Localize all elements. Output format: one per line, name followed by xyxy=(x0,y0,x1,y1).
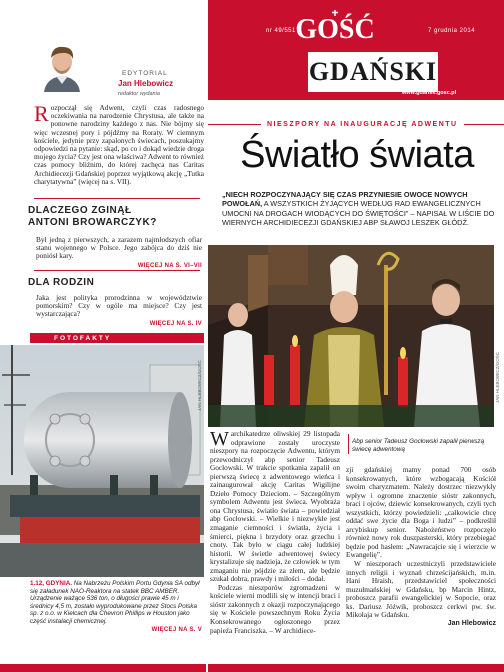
fotofakty-caption xyxy=(30,580,202,634)
article-dropcap: W xyxy=(210,428,229,450)
fotofakty-photo-credit: JAN HLEBOWICZ/GOŚĆ xyxy=(197,360,202,412)
lead-text: A WSZYSTKICH ŻYJĄCYCH WEDŁUG RAD EWANGELICZNYCH UMOCNI NA DROGACH WIODĄCYCH DO ŚWIĘTOŚCI” – NAPISAŁ W LIŚCIE DO WIERNYCH ARCHIDIECEZJI GDAŃSKIEJ ABP SŁAWOJ LESZEK GŁÓDŹ. xyxy=(222,199,495,227)
gosc-logo xyxy=(295,10,375,46)
article-kicker: NIESZPORY NA INAUGURACJĘ ADWENTU xyxy=(261,121,464,128)
article-column-2 xyxy=(346,466,496,628)
editorial-kicker: EDYTORIAL xyxy=(122,70,168,77)
fotofakty-more-link[interactable]: WIĘCEJ NA S. V xyxy=(151,626,202,633)
issue-date: 7 grudnia 2014 xyxy=(428,28,476,34)
editorial-role: redaktor wydania xyxy=(118,91,160,97)
left-column xyxy=(0,0,206,672)
article-headline: Światło świata xyxy=(240,134,474,176)
nieszpory-photo xyxy=(208,245,494,427)
fotofakty-caption-text: Na Nabrzeżu Polskim Portu Gdynia SA odbył się załadunek NAO-Reaktora na statek BBC AMBER. Urządzenie ważące 536 ton, o długości prawie 45 m i średnicy 4,5 m, zostało wyprodukowane przez Stocs Polska sp. z o.o. w Kielcach dla Chevron Phillips w Houston jako część instalacji chemicznej. xyxy=(30,580,200,625)
section1-title-line1: DLACZEGO ZGINĄŁ xyxy=(28,205,132,216)
section1-text xyxy=(36,236,202,270)
section1-title xyxy=(28,205,157,229)
editorial-body: ozpoczął się Adwent, czyli czas radosnego oczekiwania na narodzenie Chrystusa, ale także na ponowne narodziny każdego z nas. Nie bójmy się więc wczesnej pory i pójdźmy na Roraty. W ciemnym kościele, jedynie przy zapalonych świecach, poszukajmy odpowiedzi na pytanie: skąd, po co i dokąd wiedzie droga mojego życia? Czy jest ona właściwa? Adwent to również czas pomocy bliźnim, do której zachęca nas Caritas Archidiecezji Gdańskiej poprzez wyjątkową akcję „Tutka charytatywna” (więcej na s. VII). xyxy=(34,103,204,186)
section2-text xyxy=(36,294,202,328)
author-portrait xyxy=(40,42,84,92)
article-col1-text: archikatedrze oliwskiej 29 listopada odprawione zostały uroczyste nieszpory na rozpoczęcie Adwentu, którym przewodniczył abp senior Tadeusz Gocłowski. W trakcie spotkania zapalił on pierwszą świecę z adwentowego wieńca i zainaugurował akcję Caritas Wigilijne Dzieło Pomocy Dzieciom. – Szczególnym symbolem Adwentu jest świeca. Wyobraża ona Chrystusa, światło świata – powiedział abp Gocłowski. – Wielkie i niezwykłe jest zmaganie ciemności i światła, życia i śmierci, piękna i brzydoty oraz grzechu i cnoty. Tak było w ciągu całej ludzkiej historii. W świetle adwentowej świecy krystalizuje się nadzieja, że człowiek w tym zmaganiu nie pójdzie za złem, ale będzie szukał dobra, prawdy i miłości – dodał. xyxy=(210,429,340,584)
article-col2-p1: zji gdańskiej mamy ponad 700 osób konsekrowanych, które wzbogacają Kościół swoim charyzmatem. Należy dostrzec niezwykły wpływ i ogromne znaczenie sióstr zakonnych, braci i ojców, dziewic konsekrowanych, czyli tych wszystkich, którzy powiedzieli: „całkowicie chcę oddać swe życie dla Boga i ludzi” – podkreślił arcybiskup senior. Nabożeństwo rozpoczęło również nowy rok duszpasterski, który przebiegać będzie pod hasłem: „Nawracajcie się i wierzcie w Ewangelię”. xyxy=(346,465,496,560)
article-col2-p2: W nieszporach uczestniczyli przedstawiciele innych religii i wyznań chrześcijańskich, m.in. Hani Hraish, przedstawiciel społeczności muzułmańskiej w Gdańsku, bp Marcin Hintz, proboszcz parafii ewangelickiej w Sopocie, oraz ks. Dariusz Jóźwik, proboszcz cerkwi pw. św. Mikołaja w Gdańsku. xyxy=(346,559,496,620)
section1-more-link[interactable]: WIĘCEJ NA S. VI–VII xyxy=(137,262,202,269)
editorial-author: Jan Hlebowicz xyxy=(118,79,174,88)
article-signature: Jan Hlebowicz xyxy=(447,619,496,627)
edition-title: GDAŃSKI xyxy=(308,57,438,86)
issue-number: nr 49/551 xyxy=(266,28,296,34)
fotofakty-label: FOTOFAKTY xyxy=(54,335,112,342)
article-lead xyxy=(222,190,500,227)
article-col1-p1 xyxy=(210,430,340,584)
section1-body: Był jedną z pierwszych, a zarazem najmłodszych ofiar stanu wojennego w Polsce. Jego zabójca do dziś nie poniósł kary. xyxy=(36,235,202,261)
fotofakty-caption-label: 1.12, GDYNIA. xyxy=(30,580,72,587)
divider xyxy=(34,198,200,199)
section2-more-link[interactable]: WIĘCEJ NA S. IV xyxy=(149,320,202,327)
dropcap: R xyxy=(34,101,49,126)
gosc-logo-text: GOŚĆ xyxy=(295,14,375,45)
section2-body: Jaka jest polityka prorodzinna w województwie pomorskim? Czy w ogóle ma miejsce? Czy jest wystarczająca? xyxy=(36,293,202,319)
reactor-ship-photo xyxy=(0,345,204,577)
bottom-bar-right xyxy=(208,664,504,672)
article-photo-caption: Abp senior Tadeusz Gocłowski zapalił pierwszą świecę adwentową xyxy=(352,438,485,453)
caption-rule xyxy=(348,434,349,454)
section2-title: DLA RODZIN xyxy=(28,277,95,288)
editorial-text xyxy=(34,101,204,186)
article-photo-credit: JAN HLEBOWICZ/GOŚĆ xyxy=(495,352,500,404)
article-column-1 xyxy=(210,430,340,635)
site-url[interactable]: www.gdansk.gosc.pl xyxy=(402,90,457,96)
lead-bold: „NIECH ROZPOCZYNAJĄCY SIĘ CZAS PRZYNIESIE OWOCE NOWYCH POWOŁAŃ, xyxy=(222,190,468,209)
bottom-bar-left xyxy=(0,664,206,672)
article-col1-p2: Podczas nieszporów zgromadzeni w kościele wierni modlili się w intencji braci i sióstr zakonnych z okazji rozpoczynającego się w Kościele powszechnym Roku Życia Konsekrowanego ogłoszonego przez papieża Franciszka. – W archidiece- xyxy=(210,582,340,635)
divider xyxy=(34,270,200,271)
section1-title-line2: ANTONI BROWARCZYK? xyxy=(28,217,157,228)
